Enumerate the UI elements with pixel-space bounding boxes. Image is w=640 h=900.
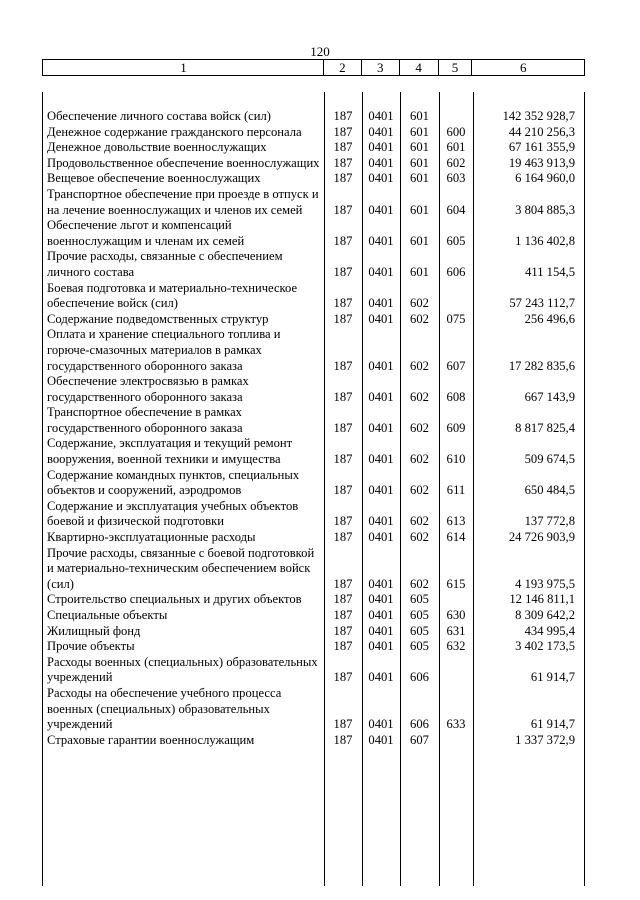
- table-row: [42, 546, 585, 593]
- row-code-4: 606: [410, 670, 429, 685]
- table-row: [42, 468, 585, 499]
- row-code-5: 603: [446, 171, 466, 186]
- row-amount: 4 193 975,5: [515, 576, 575, 591]
- table-row: [42, 530, 585, 546]
- table-row: [42, 592, 585, 608]
- row-code-4: 605: [410, 592, 429, 607]
- table-row: [42, 686, 585, 733]
- row-code-4: 605: [410, 623, 429, 638]
- row-label: Продовольственное обеспечение военнослужащих: [47, 155, 320, 170]
- row-code-2: 187: [333, 124, 353, 139]
- row-code-5: 609: [446, 420, 466, 435]
- row-label: Квартирно-эксплуатационные расходы: [47, 530, 256, 545]
- row-amount: 509 674,5: [524, 452, 575, 467]
- row-label: Содержание, эксплуатация и текущий ремонт вооружения, военной техники и имущества: [47, 436, 293, 467]
- table-row: [42, 312, 585, 328]
- row-amount: 8 309 642,2: [515, 608, 575, 622]
- row-amount: 24 726 903,9: [508, 530, 575, 545]
- row-code-2: 187: [333, 623, 353, 638]
- header-col-3: 3: [362, 60, 400, 75]
- row-code-3: 0401: [368, 202, 394, 217]
- row-code-4: 602: [410, 483, 429, 498]
- row-code-2: 187: [333, 233, 353, 248]
- row-code-2: 187: [333, 608, 353, 622]
- page-number: 120: [310, 44, 330, 59]
- table-row: [42, 374, 585, 405]
- row-code-2: 187: [333, 109, 353, 123]
- table-row: [42, 436, 585, 467]
- table-row: [42, 608, 585, 624]
- row-amount: 137 772,8: [524, 514, 575, 529]
- row-code-3: 0401: [368, 124, 394, 139]
- row-label: Обеспечение личного состава войск (сил): [47, 109, 271, 123]
- table-row: [42, 109, 585, 125]
- row-code-5: 611: [446, 483, 466, 498]
- row-code-3: 0401: [368, 514, 394, 529]
- row-label: Денежное содержание гражданского персонала: [47, 124, 302, 139]
- row-label: Обеспечение льгот и компенсаций военнослужащим и членам их семей: [47, 218, 245, 248]
- row-code-5: 607: [446, 358, 466, 373]
- row-amount: 67 161 355,9: [508, 140, 575, 155]
- row-code-5: 633: [446, 717, 466, 732]
- row-label: Вещевое обеспечение военнослужащих: [47, 171, 261, 186]
- row-code-4: 607: [410, 732, 429, 747]
- row-label: Содержание и эксплуатация учебных объектов боевой и физической подготовки: [47, 498, 299, 529]
- row-code-2: 187: [333, 389, 353, 404]
- table-row: [42, 171, 585, 187]
- row-label: Содержание подведомственных структур: [47, 311, 269, 326]
- row-code-2: 187: [333, 202, 353, 217]
- row-code-5: 600: [446, 124, 466, 139]
- row-code-3: 0401: [368, 452, 394, 467]
- row-code-4: 601: [410, 109, 429, 123]
- row-label: Транспортное обеспечение при проезде в отпуск и на лечение военнослужащих и членов их семей: [47, 186, 319, 217]
- row-amount: 57 243 112,7: [509, 296, 575, 311]
- row-label: Оплата и хранение специального топлива и горюче-смазочных материалов в рамках государственного оборонного заказа: [47, 327, 281, 373]
- table-rows: [42, 109, 585, 748]
- row-code-3: 0401: [368, 623, 394, 638]
- row-code-5: 614: [446, 530, 466, 545]
- row-label: Страховые гарантии военнослужащим: [47, 732, 255, 747]
- header-col-1: 1: [43, 60, 324, 75]
- row-code-4: 601: [410, 140, 429, 155]
- row-code-5: 610: [446, 452, 466, 467]
- row-code-3: 0401: [368, 608, 394, 622]
- row-code-2: 187: [333, 732, 353, 747]
- row-code-3: 0401: [368, 530, 394, 545]
- row-code-5: 602: [446, 155, 466, 170]
- table-row: [42, 327, 585, 374]
- row-amount: 434 995,4: [524, 623, 575, 638]
- row-code-5: 631: [446, 623, 466, 638]
- table-row: [42, 624, 585, 640]
- row-label: Боевая подготовка и материально-техническое обеспечение войск (сил): [47, 280, 298, 311]
- budget-table: [42, 59, 585, 876]
- row-code-2: 187: [333, 514, 353, 529]
- row-label: Строительство специальных и других объектов: [47, 592, 302, 607]
- row-amount: 61 914,7: [530, 670, 575, 685]
- row-code-4: 602: [410, 514, 429, 529]
- row-code-5: 601: [446, 140, 466, 155]
- row-code-4: 602: [410, 530, 429, 545]
- row-amount: 1 337 372,9: [515, 732, 575, 747]
- row-code-4: 601: [410, 124, 429, 139]
- row-code-4: 605: [410, 608, 429, 622]
- row-code-5: 608: [446, 389, 466, 404]
- row-label: Содержание командных пунктов, специальных объектов и сооружений, аэродромов: [47, 467, 300, 498]
- row-amount: 3 402 173,5: [515, 639, 575, 654]
- row-code-4: 601: [410, 264, 429, 279]
- row-code-3: 0401: [368, 639, 394, 654]
- table-header: [42, 59, 585, 76]
- row-code-2: 187: [333, 670, 353, 685]
- row-code-3: 0401: [368, 296, 394, 311]
- table-row: [42, 639, 585, 655]
- row-code-3: 0401: [368, 233, 394, 248]
- row-code-5: 632: [446, 639, 466, 654]
- row-code-4: 601: [410, 155, 429, 170]
- table-row: [42, 733, 585, 749]
- row-label: Прочие объекты: [47, 639, 135, 654]
- row-label: Жилищный фонд: [47, 623, 141, 638]
- row-label: Обеспечение электросвязью в рамках государственного оборонного заказа: [47, 374, 249, 404]
- row-amount: 12 146 811,1: [509, 592, 575, 607]
- row-code-3: 0401: [368, 358, 394, 373]
- row-code-4: 602: [410, 389, 429, 404]
- row-code-2: 187: [333, 171, 353, 186]
- row-code-4: 602: [410, 420, 429, 435]
- row-code-3: 0401: [368, 576, 394, 591]
- row-code-5: 606: [446, 264, 466, 279]
- row-code-3: 0401: [368, 264, 394, 279]
- table-row: [42, 140, 585, 156]
- table-row: [42, 405, 585, 436]
- table-row: [42, 218, 585, 249]
- row-code-2: 187: [333, 717, 353, 732]
- row-code-2: 187: [333, 358, 353, 373]
- row-code-4: 601: [410, 171, 429, 186]
- row-code-4: 602: [410, 452, 429, 467]
- table-body: [42, 92, 585, 892]
- row-amount: 650 484,5: [524, 483, 575, 498]
- row-code-2: 187: [333, 530, 353, 545]
- table-row: [42, 187, 585, 218]
- table-row: [42, 499, 585, 530]
- row-code-3: 0401: [368, 109, 394, 123]
- row-code-5: 075: [446, 311, 466, 326]
- row-code-3: 0401: [368, 483, 394, 498]
- row-amount: 17 282 835,6: [508, 358, 575, 373]
- row-code-2: 187: [333, 420, 353, 435]
- row-code-2: 187: [333, 140, 353, 155]
- row-code-5: 605: [446, 233, 466, 248]
- row-label: Расходы на обеспечение учебного процесса военных (специальных) образовательных учреждений: [47, 685, 282, 732]
- header-col-6: 6: [519, 60, 527, 75]
- row-code-3: 0401: [368, 389, 394, 404]
- row-code-4: 601: [410, 233, 429, 248]
- row-label: Прочие расходы, связанные с обеспечением личного состава: [47, 249, 283, 279]
- row-amount: 411 154,5: [525, 264, 575, 279]
- row-code-2: 187: [333, 296, 353, 311]
- row-label: Расходы военных (специальных) образовательных учреждений: [47, 654, 318, 685]
- row-code-4: 602: [410, 296, 429, 311]
- row-amount: 44 210 256,3: [508, 124, 575, 139]
- row-code-4: 601: [410, 202, 429, 217]
- row-code-5: 604: [446, 202, 466, 217]
- row-code-3: 0401: [368, 732, 394, 747]
- row-code-3: 0401: [368, 171, 394, 186]
- row-code-4: 602: [410, 311, 429, 326]
- row-code-3: 0401: [368, 717, 394, 732]
- table-row: [42, 125, 585, 141]
- table-row: [42, 655, 585, 686]
- row-amount: 8 817 825,4: [515, 420, 575, 435]
- row-label: Прочие расходы, связанные с боевой подготовкой и материально-техническим обеспечением войск (сил): [47, 545, 315, 591]
- row-code-2: 187: [333, 452, 353, 467]
- row-code-2: 187: [333, 155, 353, 170]
- table-row: [42, 156, 585, 172]
- row-amount: 19 463 913,9: [508, 155, 575, 170]
- row-code-3: 0401: [368, 420, 394, 435]
- row-amount: 61 914,7: [530, 717, 575, 732]
- row-label: Денежное довольствие военнослужащих: [47, 140, 267, 155]
- header-col-5: 5: [439, 60, 473, 75]
- row-amount: 6 164 960,0: [515, 171, 575, 186]
- row-label: Специальные объекты: [47, 608, 168, 622]
- row-code-2: 187: [333, 639, 353, 654]
- table-row: [42, 249, 585, 280]
- row-code-3: 0401: [368, 155, 394, 170]
- row-code-5: 630: [446, 608, 466, 622]
- row-code-5: 613: [446, 514, 466, 529]
- header-col-4: 4: [400, 60, 439, 75]
- row-code-4: 602: [410, 576, 429, 591]
- row-code-5: 615: [446, 576, 466, 591]
- row-label: Транспортное обеспечение в рамках государственного оборонного заказа: [47, 405, 243, 435]
- table-row: [42, 281, 585, 312]
- row-code-3: 0401: [368, 670, 394, 685]
- header-col-2: 2: [324, 60, 362, 75]
- row-code-2: 187: [333, 311, 353, 326]
- row-code-2: 187: [333, 264, 353, 279]
- row-amount: 256 496,6: [524, 311, 575, 326]
- row-amount: 1 136 402,8: [515, 233, 575, 248]
- row-code-4: 606: [410, 717, 429, 732]
- row-code-4: 605: [410, 639, 429, 654]
- row-amount: 142 352 928,7: [502, 109, 575, 123]
- row-amount: 3 804 885,3: [515, 202, 575, 217]
- row-code-3: 0401: [368, 140, 394, 155]
- row-code-2: 187: [333, 483, 353, 498]
- row-code-4: 602: [410, 358, 429, 373]
- row-code-3: 0401: [368, 311, 394, 326]
- row-code-2: 187: [333, 576, 353, 591]
- row-code-3: 0401: [368, 592, 394, 607]
- row-code-2: 187: [333, 592, 353, 607]
- row-amount: 667 143,9: [524, 389, 575, 404]
